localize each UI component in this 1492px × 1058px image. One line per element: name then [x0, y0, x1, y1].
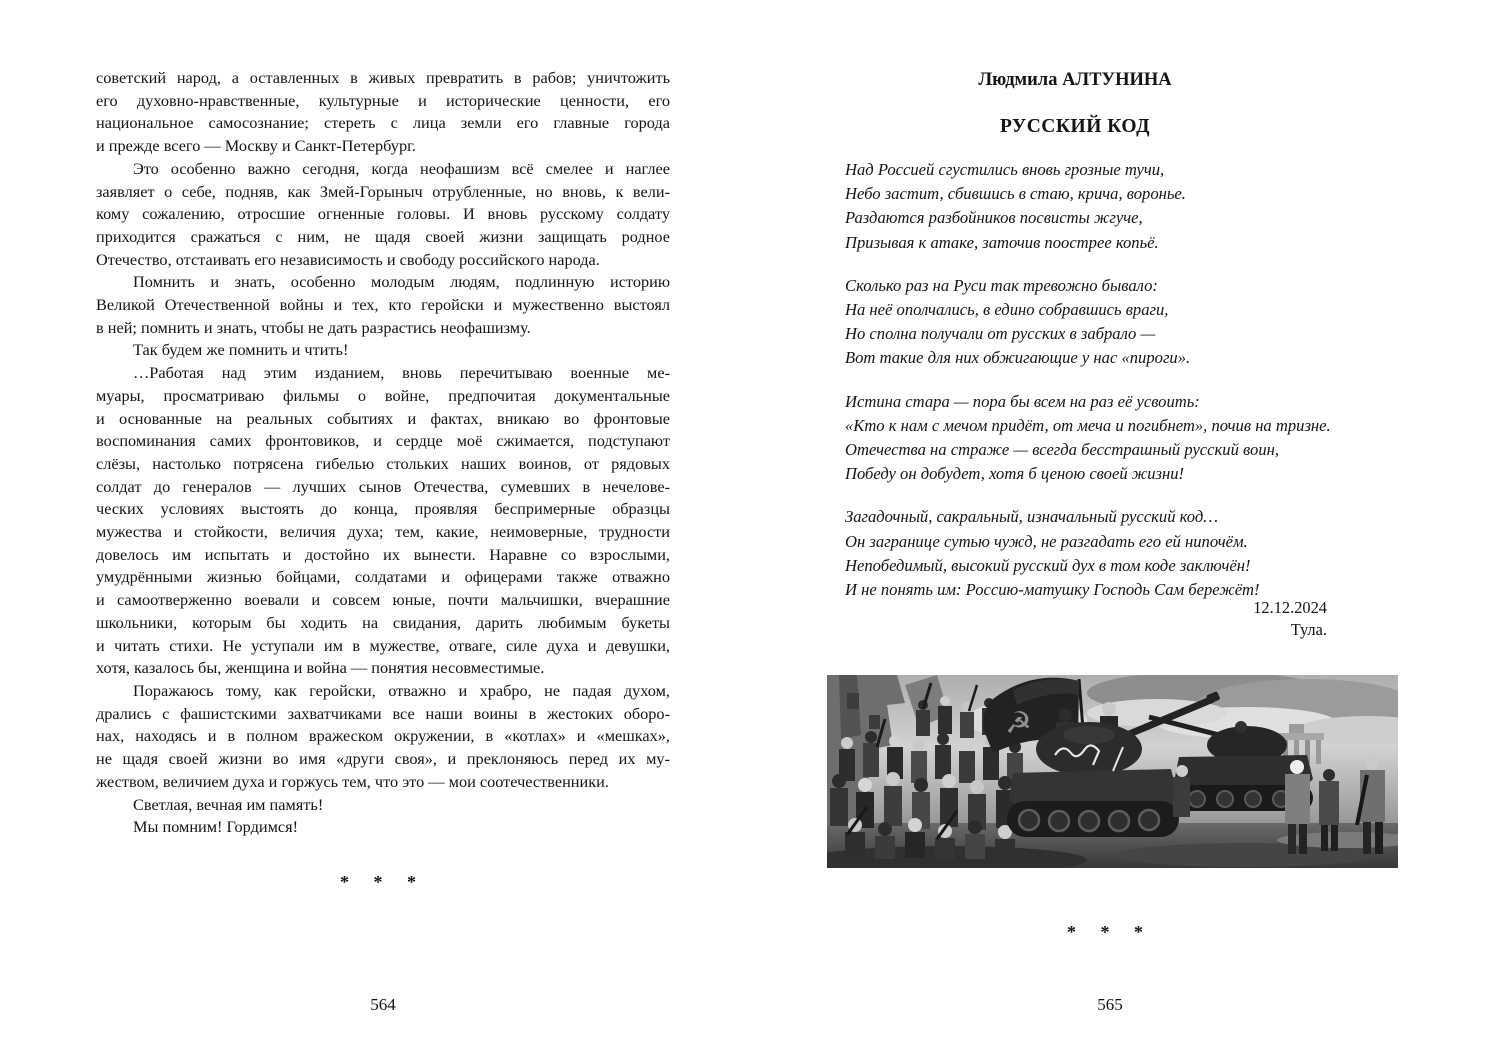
body-text-line: советский народ, а оставленных в живых превратить в рабов; уничтожить [96, 68, 670, 87]
section-divider-stars-left: * * * [340, 872, 426, 892]
body-text-line: Так будем же помнить и чтить! [133, 340, 349, 360]
poem-author: Людмила АЛТУНИНА [978, 70, 1172, 90]
section-divider-stars-right: * * * [1067, 922, 1153, 942]
body-text-line: и основанные на реальных событиях и фактах, вникаю во фронтовые [96, 408, 670, 428]
poem-signature-block [845, 597, 1327, 640]
body-text-line: Это особенно важно сегодня, когда неофашизм всё смелее и наглее [133, 158, 670, 178]
poem-line: Загадочный, сакральный, изначальный русский код… [845, 507, 1218, 527]
poem-place: Тула. [1290, 619, 1327, 639]
body-text-line: довелось им испытать и достойно их вынести. Наравне со взрослыми, [96, 544, 670, 564]
body-text-line: и читать стихи. Не уступали им в мужестве, отваге, силе духа и девушки, [96, 635, 670, 655]
poem-line: Сколько раз на Руси так тревожно бывало: [845, 275, 1158, 295]
body-text-line: нах, находясь и в полном вражеском окружении, в «котлах» и «мешках», [96, 726, 670, 746]
war-photo [827, 675, 1398, 868]
body-text-line: Мы помним! Гордимся! [133, 817, 299, 837]
page-number-right: 565 [1097, 995, 1123, 1014]
poem-line: Над Россией сгустились вновь грозные тучи, [845, 160, 1165, 179]
left-page-text-block [96, 67, 670, 839]
body-text-line: Поражаюсь тому, как геройски, отважно и храбро, не падая духом, [133, 680, 670, 700]
body-text-line: умудрёнными жизнью бойцами, солдатами и офицерами также отважно [96, 567, 670, 587]
body-text-line: школьники, которым бы ходить на свидания, дарить любимым букеты [96, 612, 670, 632]
body-text-line: слёзы, настолько потрясена гибелью стольких наших воинов, от рядовых [96, 453, 670, 473]
poem-line: На неё ополчались, в едино собравшись враги, [845, 300, 1169, 320]
body-text-line: Помнить и знать, особенно молодым людям, подлинную историю [133, 272, 670, 292]
poem-line: «Кто к нам с мечом придёт, от меча и погибнет», почив на тризне. [845, 415, 1331, 435]
body-text-line: мужества и стойкости, величия духа; тем, какие, неимоверные, трудности [96, 522, 670, 542]
body-text-line: заявляет о себе, подняв, как Змей-Горыныч отрубленные, но вновь, к вели- [96, 181, 670, 201]
body-text-line: и самоотверженно воевали и совсем юные, почти мальчишки, вчерашние [96, 590, 670, 610]
body-text-line: не щадя своей жизни во имя «други своя», и преклоняюсь перед их му- [96, 749, 670, 769]
body-text-line: в ней; помнить и знать, чтобы не дать разрастись неофашизму. [96, 317, 531, 337]
poem-line: Но сполна получали от русских в забрало — [845, 324, 1156, 344]
poem-line: Победу он добудет, хотя б ценою своей жизни! [845, 464, 1185, 484]
body-text-line: и прежде всего — Москву и Санкт-Петербург. [96, 136, 417, 156]
poem-title: РУССКИЙ КОД [999, 116, 1151, 137]
body-text-line: воспоминания самих фронтовиков, и сердце моё сжимается, подступают [96, 431, 670, 451]
poem-line: Небо застит, сбившись в стаю, крича, воронье. [845, 184, 1186, 204]
body-text-line: Великой Отечественной войны и тех, кто геройски и мужественно выстоял [96, 295, 670, 315]
poem-date: 12.12.2024 [1253, 598, 1327, 617]
poem-line: И не понять им: Россию-матушку Господь Сам бережёт! [845, 580, 1260, 600]
body-text-line: муары, просматриваю фильмы о войне, предпочитая документальные [96, 385, 670, 405]
body-text-line: …Работая над этим изданием, вновь перечитываю военные ме- [133, 363, 670, 383]
poem-line: Он загранице сутью чужд, не разгадать его ей нипочём. [845, 531, 1248, 551]
body-text-line: его духовно-нравственные, культурные и исторические ценности, его [96, 90, 670, 110]
poem-line: Призывая к атаке, заточив поострее копьё. [845, 232, 1159, 252]
body-text-line: кому сожалению, отросшие огненные головы. И вновь русскому солдату [96, 204, 670, 224]
poem-line: Раздаются разбойников посвисты жгуче, [845, 208, 1143, 228]
poem-line: Истина стара — пора бы всем на раз её усвоить: [845, 391, 1200, 411]
page-number-left: 564 [370, 995, 396, 1014]
body-text-line: хотя, казалось бы, женщина и война — понятия несовместимые. [96, 658, 545, 678]
body-text-line: национальное самосознание; стереть с лица земли его главные города [96, 113, 670, 133]
body-text-line: Светлая, вечная им память! [133, 794, 324, 814]
poem-line: Отечества на страже — всегда бесстрашный русский воин, [845, 440, 1279, 460]
body-text-line: солдат до генералов — лучших сынов Отечества, сумевших в нечелове- [96, 476, 670, 496]
poem-body [845, 158, 1331, 602]
poem-line: Вот такие для них обжигающие у нас «пироги». [845, 348, 1191, 368]
body-text-line: ческих условиях выстоять до конца, проявляя беспримерные образцы [96, 499, 670, 519]
poem-line: Непобедимый, высокий русский дух в том коде заключён! [845, 555, 1251, 575]
body-text-line: жеством, величием духа и горжусь тем, что это — мои соотечественники. [96, 771, 609, 791]
body-text-line: дрались с фашистскими захватчиками все наши воины в жестоких оборо- [96, 703, 670, 723]
body-text-line: приходится сражаться с ним, не щадя своей жизни защищать родное [96, 226, 670, 246]
body-text-line: Отечество, отстаивать его независимость и свободу российского народа. [96, 249, 600, 269]
hammer-sickle-emblem: ☭ [1005, 706, 1032, 741]
